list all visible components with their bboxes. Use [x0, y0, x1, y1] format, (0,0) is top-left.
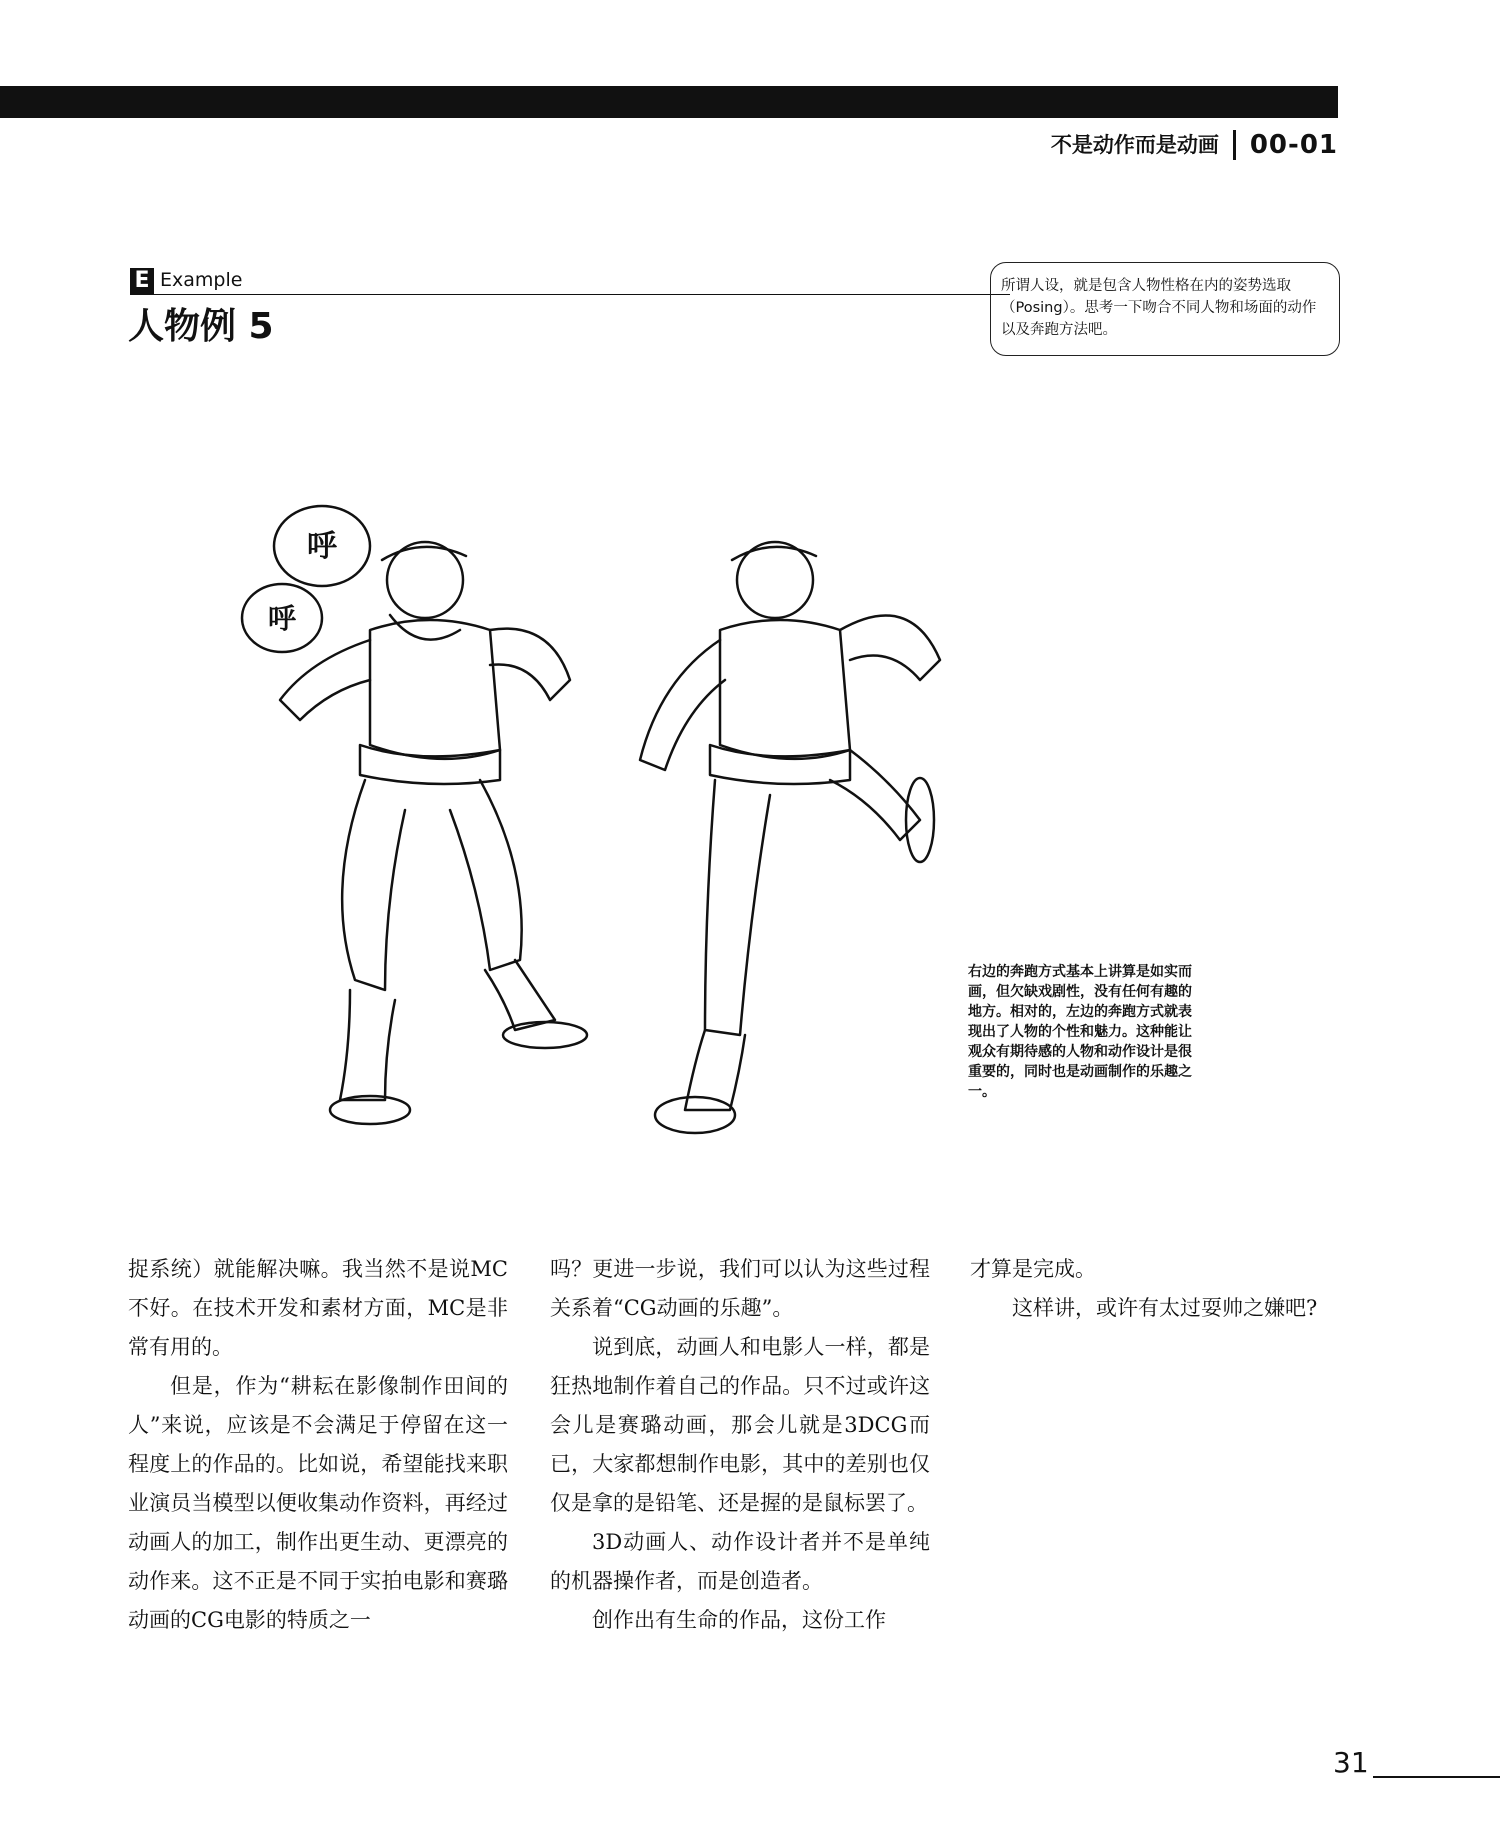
example-title: 人物例 5 [128, 306, 274, 347]
section-header [1051, 128, 1338, 162]
body-column-3 [970, 1250, 1340, 1328]
body-column-1 [128, 1250, 508, 1640]
bubble-1-text: 呼 [307, 529, 337, 564]
example-badge: E [130, 268, 154, 294]
example-rule [130, 294, 1010, 295]
paragraph: 3D动画人、动作设计者并不是单纯的机器操作者，而是创造者。 [550, 1530, 930, 1593]
header-bar [0, 86, 1338, 118]
bubble-2-text: 呼 [267, 602, 297, 635]
paragraph: 才算是完成。 [970, 1257, 1096, 1281]
running-figures-illustration [230, 490, 1060, 1150]
paragraph: 捉系统）就能解决嘛。我当然不是说MC不好。在技术开发和素材方面，MC是非常有用的。 [128, 1257, 508, 1359]
note-box [990, 262, 1340, 356]
page-number: 31 [1333, 1746, 1369, 1779]
paragraph: 但是，作为“耕耘在影像制作田间的人”来说，应该是不会满足于停留在这一程度上的作品的。比如说，希望能找来职业演员当模型以便收集动作资料，再经过动画人的加工，制作出更生动、更漂亮的动作来。这不正是不同于实拍电影和赛璐动画的CG电影的特质之一 [128, 1374, 508, 1632]
body-column-2 [550, 1250, 930, 1640]
note-text: 所谓人设，就是包含人物性格在内的姿势选取（Posing）。思考一下吻合不同人物和场面的动作以及奔跑方法吧。 [1001, 278, 1317, 338]
paragraph: 这样讲，或许有太过耍帅之嫌吧? [1012, 1296, 1318, 1320]
example-label: Example [160, 269, 243, 291]
paragraph: 创作出有生命的作品，这份工作 [592, 1608, 886, 1632]
right-runner [640, 542, 940, 1133]
figure-caption: 右边的奔跑方式基本上讲算是如实而画，但欠缺戏剧性，没有任何有趣的地方。相对的，左边的奔跑方式就表现出了人物的个性和魅力。这种能让观众有期待感的人物和动作设计是很重要的，同时也是动画制作的乐趣之一。 [968, 964, 1192, 1100]
section-number: 00-01 [1249, 130, 1338, 160]
page-number-rule [1373, 1776, 1500, 1778]
section-title: 不是动作而是动画 [1051, 130, 1236, 160]
paragraph: 吗？更进一步说，我们可以认为这些过程关系着“CG动画的乐趣”。 [550, 1257, 930, 1320]
paragraph: 说到底，动画人和电影人一样，都是狂热地制作着自己的作品。只不过或许这会儿是赛璐动画，那会儿就是3DCG而已，大家都想制作电影，其中的差别也仅仅是拿的是铅笔、还是握的是鼠标罢了。 [550, 1335, 930, 1515]
left-runner [280, 542, 587, 1124]
